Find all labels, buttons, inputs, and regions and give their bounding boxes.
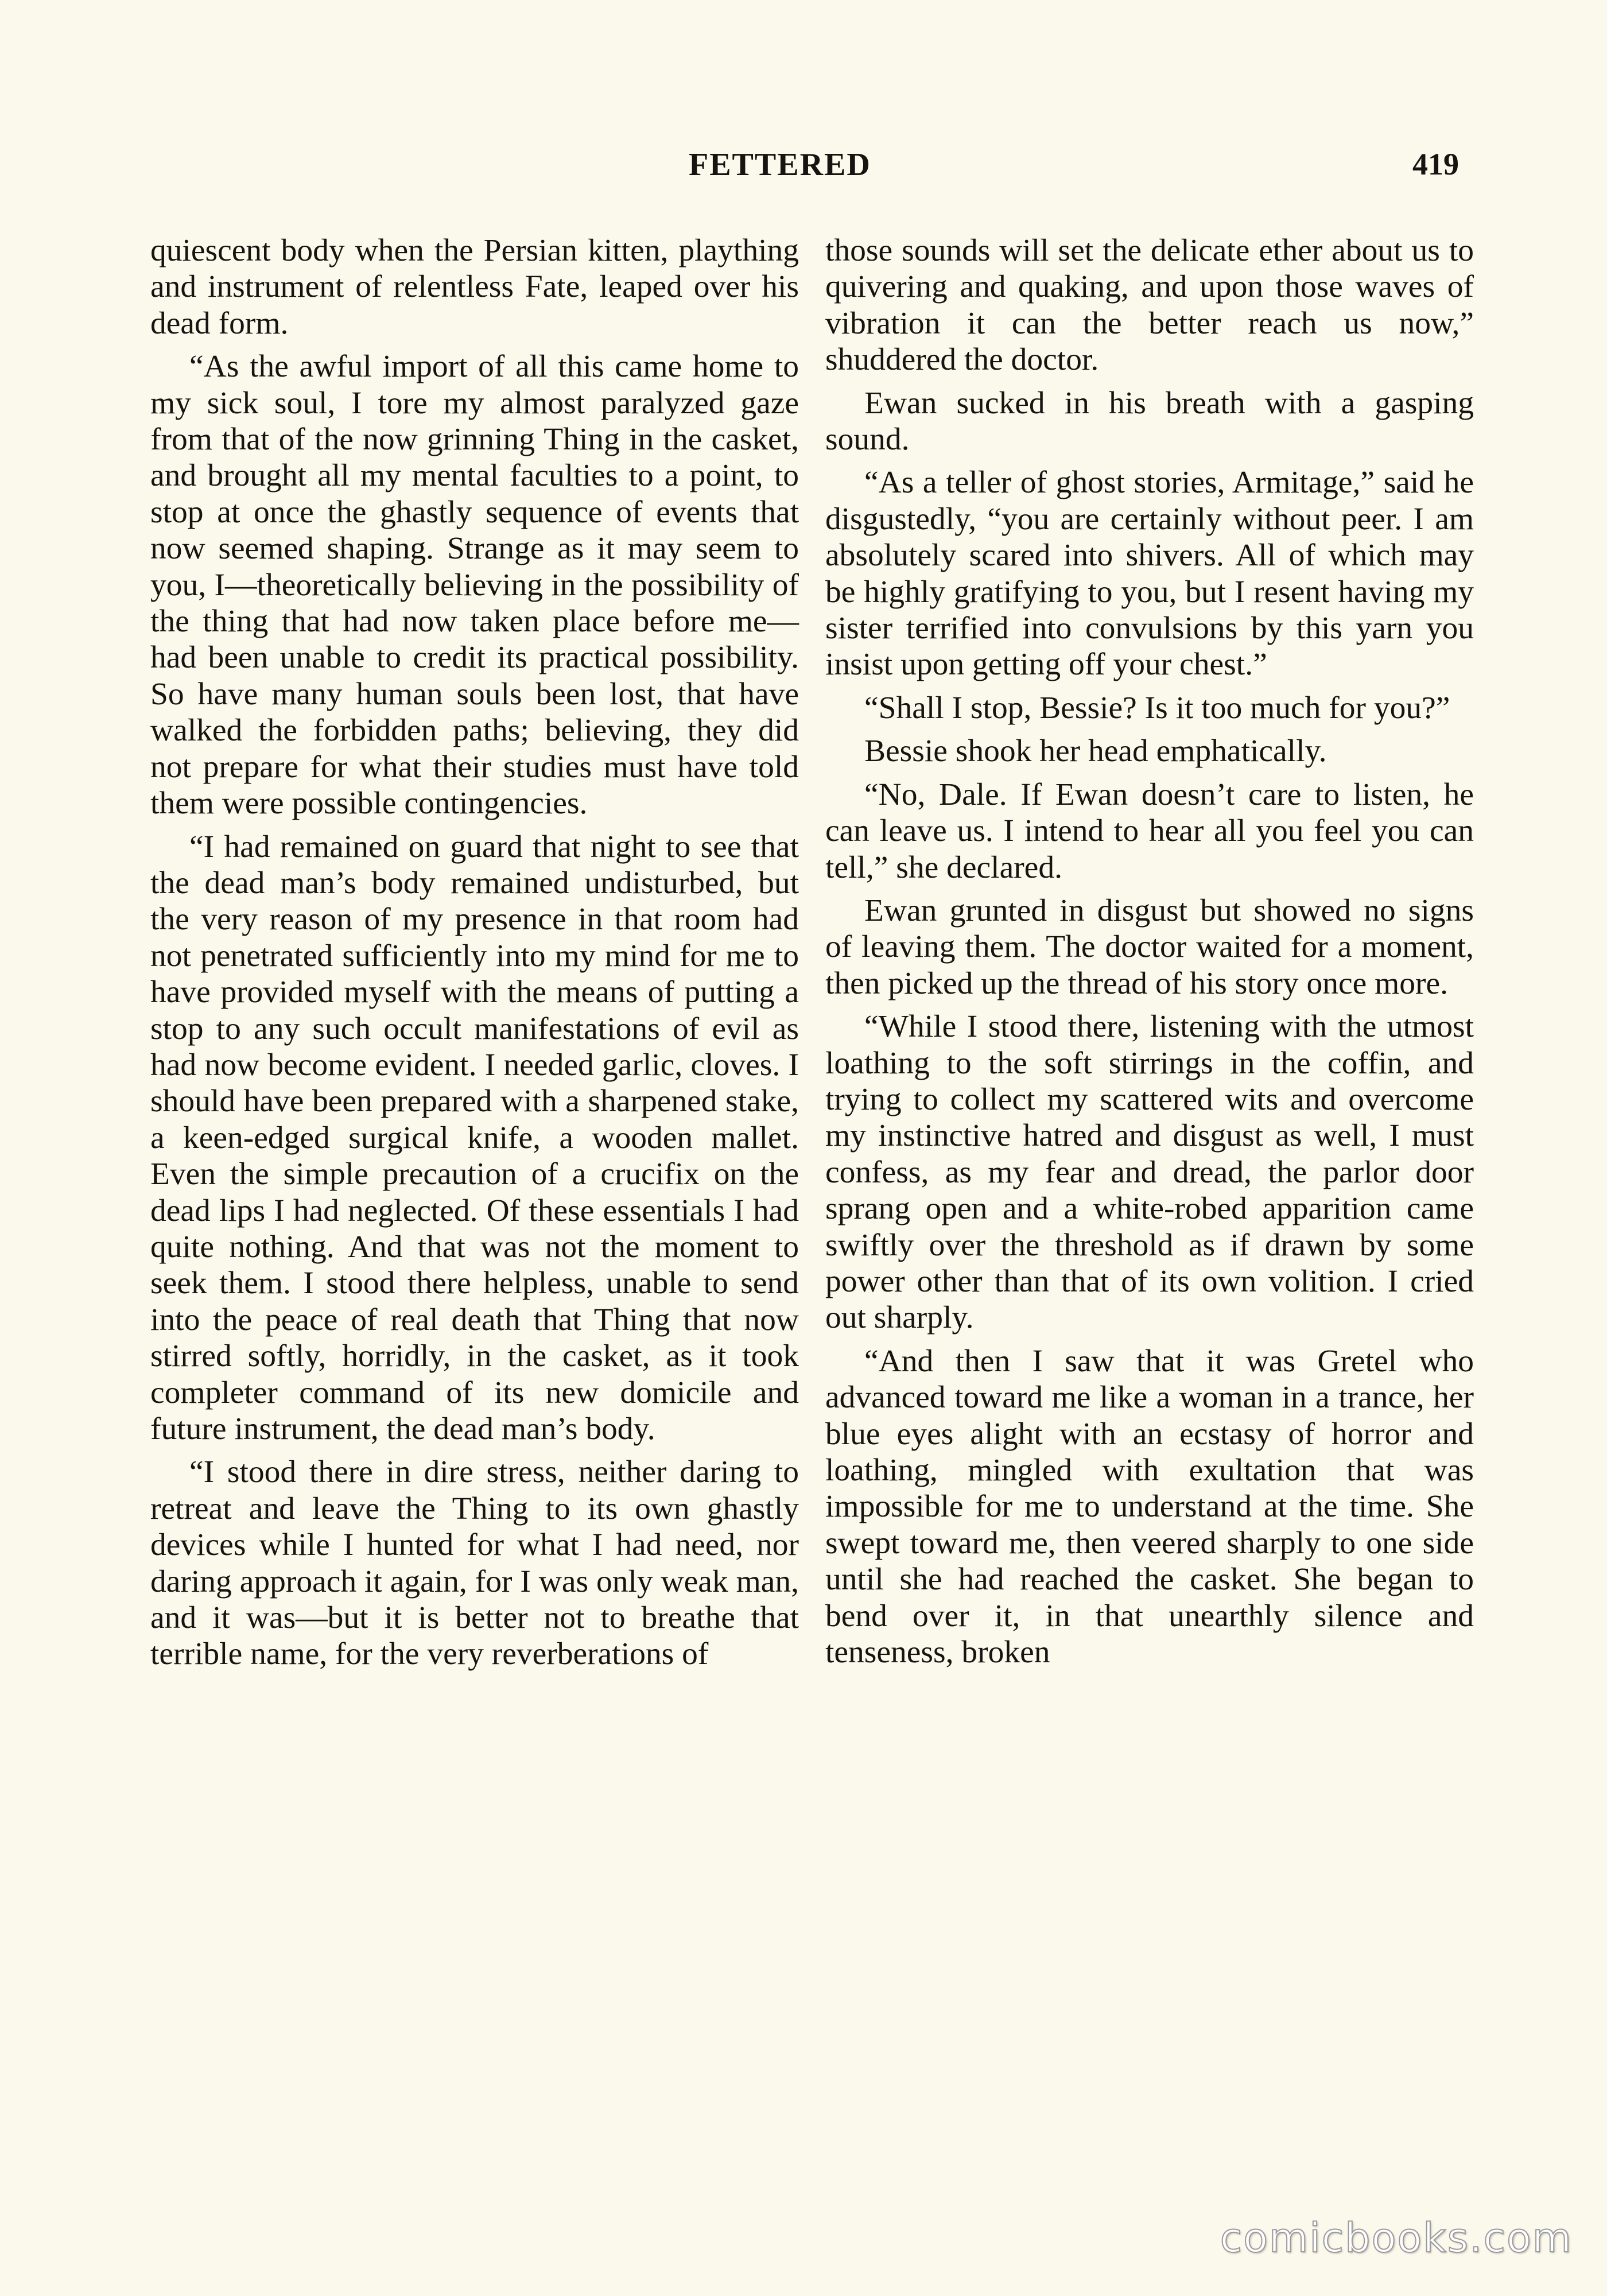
paragraph: those sounds will set the delicate ether about us to quivering and quaking, and upon those waves of vibration it can the better reach us now,” shuddered the doctor. bbox=[825, 233, 1474, 378]
paragraph: “I had remained on guard that night to see that the dead man’s body remained undisturbed, but the very reason of my presence in that room had not penetrated sufficiently into my mind for me to have provided myself with the means of putting a stop to any such occult manifestations of evil as had now become evident. I needed garlic, cloves. I should have been prepared with a sharpened stake, a keen-edged surgical knife, a wooden mallet. Even the simple precaution of a crucifix on the dead lips I had neglected. Of these essentials I had quite nothing. And that was not the moment to seek them. I stood there helpless, unable to send into the peace of real death that Thing that now stirred softly, horridly, in the casket, as it took completer command of its new domicile and future instrument, the dead man’s body. bbox=[150, 829, 799, 1446]
running-head bbox=[0, 146, 1607, 187]
paragraph: “Shall I stop, Bessie? Is it too much for you?” bbox=[864, 690, 1450, 726]
left-column bbox=[150, 232, 799, 1680]
watermark: comicbooks.com bbox=[1220, 2214, 1573, 2262]
paragraph: “I stood there in dire stress, neither daring to retreat and leave the Thing to its own ghastly devices while I hunted for what I had need, nor daring approach it again, for I was only weak man, and it was—but it is better not to breathe that terrible name, for the very reverberations of bbox=[150, 1455, 799, 1672]
paragraph: “As a teller of ghost stories, Armitage,” said he disgustedly, “you are certainly without peer. I am absolutely scared into shivers. All of which may be highly gratifying to you, but I resent having my sister terrified into convulsions by this yarn you insist upon getting off your chest.” bbox=[825, 465, 1474, 682]
paragraph: “No, Dale. If Ewan doesn’t care to listen, he can leave us. I intend to hear all you feel you can tell,” she declared. bbox=[825, 777, 1474, 885]
paragraph: “As the awful import of all this came home to my sick soul, I tore my almost paralyzed gaze from that of the now grinning Thing in the casket, and brought all my mental faculties to a point, to stop at once the ghastly sequence of events that now seemed shaping. Strange as it may seem to you, I—theoretically believing in the possibility of the thing that had now taken place before me—had been unable to credit its practical possibility. So have many human souls been lost, that have walked the forbidden paths; believing, they did not prepare for what their studies must have told them were possible contingencies. bbox=[150, 349, 799, 821]
paragraph: “And then I saw that it was Gretel who advanced toward me like a woman in a trance, her blue eyes alight with an ecstasy of horror and loathing, mingled with exultation that was impossible for me to understand at the time. She swept toward me, then veered sharply to one side until she had reached the casket. She began to bend over it, in that unearthly silence and tenseness, broken bbox=[825, 1343, 1474, 1670]
page-number: 419 bbox=[1412, 147, 1459, 181]
running-title: FETTERED bbox=[689, 147, 871, 183]
paragraph: quiescent body when the Persian kitten, plaything and instrument of relentless Fate, leaped over his dead form. bbox=[150, 233, 799, 341]
paragraph: Ewan grunted in disgust but showed no signs of leaving them. The doctor waited for a moment, then picked up the thread of his story once more. bbox=[825, 893, 1474, 1001]
right-column bbox=[825, 232, 1474, 1677]
paragraph: “While I stood there, listening with the utmost loathing to the soft stirrings in the coffin, and trying to collect my scattered wits and overcome my instinctive hatred and disgust as well, I must confess, as my fear and dread, the parlor door sprang open and a white-robed apparition came swiftly over the threshold as if drawn by some power other than that of its own volition. I cried out sharply. bbox=[825, 1009, 1474, 1336]
paragraph: Ewan sucked in his breath with a gasping sound. bbox=[825, 385, 1474, 457]
paragraph: Bessie shook her head emphatically. bbox=[864, 734, 1327, 769]
